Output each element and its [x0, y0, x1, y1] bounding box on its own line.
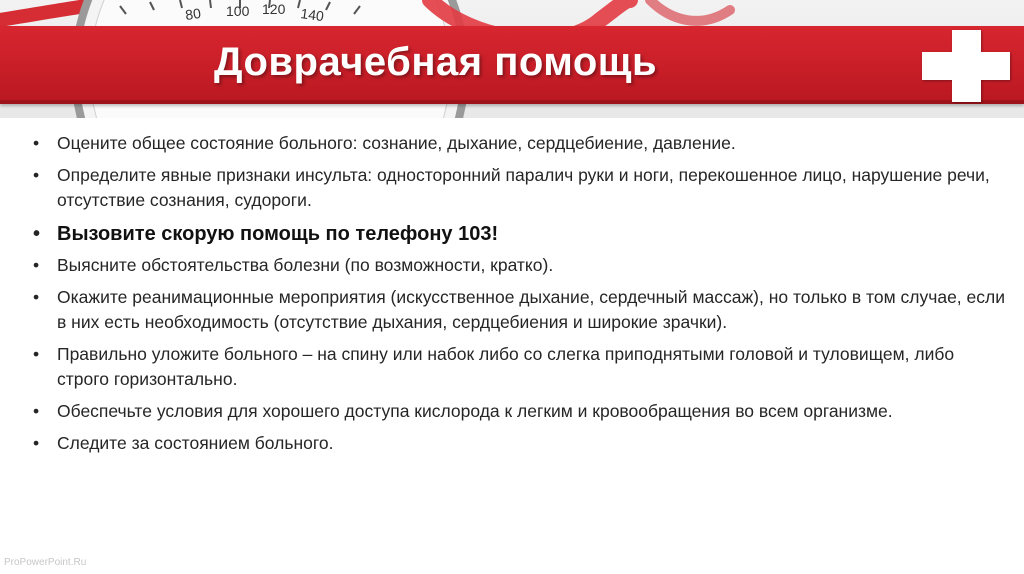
- medical-cross-icon: [919, 26, 1013, 104]
- list-item-emphasis: • Вызовите скорую помощь по телефону 103!: [33, 220, 1008, 248]
- slide-title: Доврачебная помощь: [214, 40, 658, 84]
- list-item: • Выясните обстоятельства болезни (по возможности, кратко).: [33, 253, 1008, 278]
- list-item: • Обеспечьте условия для хорошего доступа кислорода к легким и кровообращения во всем организме.: [33, 399, 1008, 424]
- gauge-label: 80: [184, 4, 202, 23]
- watermark-footer: ProPowerPoint.Ru: [4, 557, 87, 568]
- list-item: • Следите за состоянием больного.: [33, 431, 1008, 456]
- bullet-list: [33, 131, 1008, 463]
- list-item: • Правильно уложите больного – на спину или набок либо со слегка приподнятыми головой и туловищем, либо строго горизонтально.: [33, 342, 1008, 392]
- gauge-label: 120: [262, 1, 286, 17]
- list-item: • Определите явные признаки инсульта: односторонний паралич руки и ноги, перекошенное лицо, нарушение речи, отсутствие сознания, судороги.: [33, 163, 1008, 213]
- gauge-label: 140: [299, 5, 325, 25]
- list-item: • Оцените общее состояние больного: сознание, дыхание, сердцебиение, давление.: [33, 131, 1008, 156]
- list-item: • Окажите реанимационные мероприятия (искусственное дыхание, сердечный массаж), но только в том случае, если в них есть необходимость (отсутствие дыхания, сердцебиения и широкие зрачки).: [33, 285, 1008, 335]
- gauge-label: 100: [226, 3, 250, 19]
